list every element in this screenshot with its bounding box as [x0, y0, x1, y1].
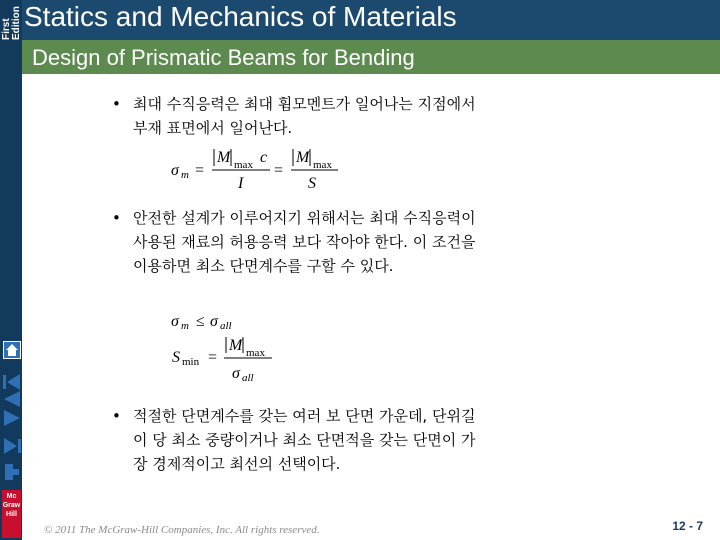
sigma-all-subscript: all [220, 320, 232, 332]
copyright-notice: © 2011 The McGraw-Hill Companies, Inc. All rights reserved. [44, 524, 320, 536]
bullet-marker: • [112, 95, 121, 113]
equals-sign-2: = [274, 162, 284, 179]
last-slide-icon [3, 437, 21, 455]
section-modulus-symbol: S [308, 175, 316, 192]
subheader [22, 40, 720, 74]
bullet-text: 최대 수직응력은 최대 휨모멘트가 일어나는 지점에서 부재 표면에서 일어난다. [133, 95, 476, 137]
next-slide-button[interactable] [3, 409, 21, 427]
next-slide-icon [3, 409, 21, 427]
sigma-all-subscript: all [242, 372, 254, 384]
equals-sign: = [208, 349, 218, 366]
slide-title: Design of Prismatic Beams for Bending [32, 45, 415, 70]
bullet-2 [112, 206, 612, 282]
bullet-marker: • [112, 407, 121, 425]
max-subscript-2: max [313, 159, 332, 171]
moment-symbol: M [229, 337, 243, 354]
c-symbol: c [260, 149, 268, 166]
equals-sign: = [195, 162, 205, 179]
home-icon [3, 341, 21, 359]
sidebar [0, 0, 22, 540]
last-slide-button[interactable] [3, 437, 21, 455]
max-subscript: max [246, 347, 265, 359]
first-slide-icon [3, 373, 21, 391]
edition-line2: Edition [11, 6, 22, 40]
first-slide-button[interactable] [3, 373, 21, 391]
moment-symbol-2: M [296, 149, 310, 166]
formula-stress-condition [166, 306, 276, 334]
bullet-marker: • [112, 209, 121, 227]
formula-max-normal-stress [160, 144, 360, 194]
mcgraw-hill-logo: Mc Graw Hill [2, 490, 21, 538]
s-min-symbol: S [172, 349, 180, 366]
previous-slide-icon [3, 390, 21, 408]
bullet-3 [112, 404, 612, 480]
exit-button[interactable] [3, 463, 21, 481]
max-subscript: max [234, 159, 253, 171]
edition-line1: First [1, 18, 12, 40]
formula-min-section-modulus [168, 334, 308, 386]
sigma-m-symbol: σ [171, 313, 179, 330]
inertia-symbol: I [238, 175, 244, 192]
exit-icon [3, 463, 21, 481]
page-number: 12 - 7 [672, 519, 703, 533]
bullet-text: 적절한 단면계수를 갖는 여러 보 단면 가운데, 단위길 이 당 최소 중량이거나 최소 단면적을 갖는 단면이 가 장 경제적이고 최선의 선택이다. [133, 407, 476, 473]
bullet-1 [112, 92, 612, 142]
s-min-subscript: min [182, 356, 200, 368]
sigma-m-subscript: m [181, 169, 189, 181]
edition-label [0, 2, 23, 42]
previous-slide-button[interactable] [3, 390, 21, 408]
moment-symbol: M [217, 149, 231, 166]
less-equal-sign: ≤ [196, 313, 205, 330]
sigma-m-symbol: σ [171, 162, 179, 179]
header [22, 0, 720, 40]
course-title: Statics and Mechanics of Materials [24, 1, 457, 32]
sigma-all-symbol: σ [210, 313, 218, 330]
sigma-m-subscript: m [181, 320, 189, 332]
home-button[interactable] [3, 341, 21, 359]
sigma-all-symbol: σ [232, 365, 240, 382]
bullet-text: 안전한 설계가 이루어지기 위해서는 최대 수직응력이 사용된 재료의 허용응력 보다 작아야 한다. 이 조건을 이용하면 최소 단면계수를 구할 수 있다. [133, 209, 476, 275]
